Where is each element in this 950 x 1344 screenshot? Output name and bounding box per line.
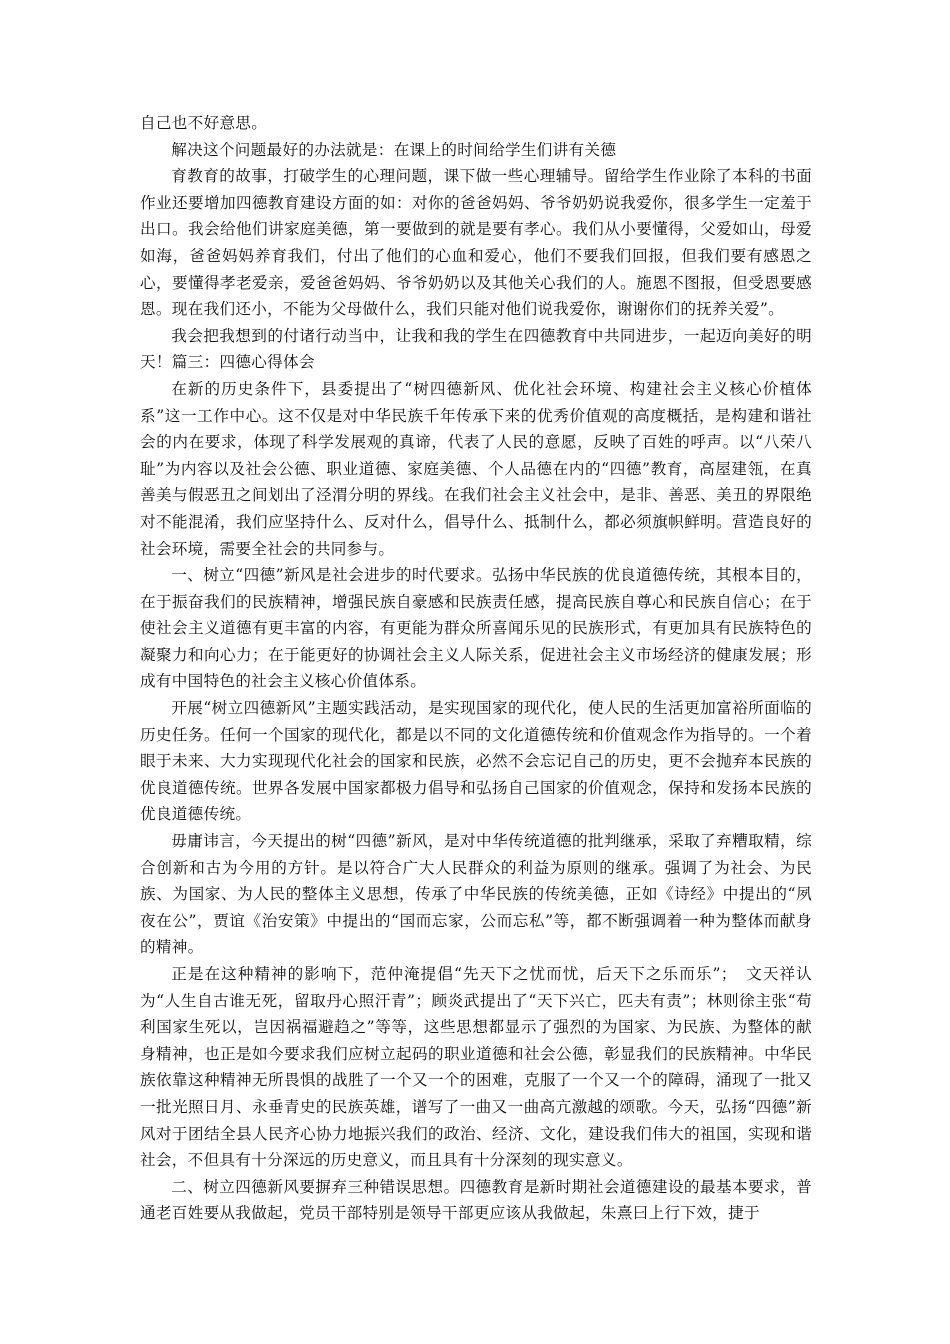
paragraph-10: 二、树立四德新风要摒弃三种错误思想。四德教育是新时期社会道德建设的最基本要求，普通老百姓要从我做起，党员干部特别是领导干部更应该从我做起，朱熹曰上行下效，捷于 xyxy=(140,1177,812,1223)
paragraph-3: 育教育的故事，打破学生的心理问题，课下做一些心理辅导。留给学生作业除了本科的书面作业还要增加四德教育建设方面的如：对你的爸爸妈妈、爷爷奶奶说我爱你，很多学生一定羞于出口。我会给他们讲家庭美德，第一要做到的就是要有孝心。我们从小要懂得，父爱如山，母爱如海，爸爸妈妈养育我们，付出了他们的心血和爱心，他们不要我们回报，但我们要有感恩之心，要懂得孝老爱亲，爱爸爸妈妈、爷爷奶奶以及其他关心我们的人。施恩不图报，但受恩要感恩。现在我们还小，不能为父母做什么，我们只能对他们说我爱你，谢谢你们的抚养关爱”。 xyxy=(140,167,812,319)
paragraph-5: 在新的历史条件下，县委提出了“树四德新风、优化社会环境、构建社会主义核心价植体系”这一工作中心。这不仅是对中华民族千年传承下来的优秀价值观的高度概括，是构建和谐社会的内在要求，体现了科学发展观的真谛，代表了人民的意愿，反映了百姓的呼声。以“八荣八耻”为内容以及社会公德、职业道德、家庭美德、个人品德在内的“四德”教育，高屋建瓴，在真善美与假恶丑之间划出了泾渭分明的界线。在我们社会主义社会中，是非、善恶、美丑的界限绝对不能混淆，我们应坚持什么、反对什么，倡导什么、抵制什么，都必须旗帜鲜明。营造良好的社会环境，需要全社会的共同参与。 xyxy=(140,379,812,558)
paragraph-1: 自己也不好意思。 xyxy=(140,114,268,132)
paragraph-7: 开展“树立四德新风”主题实践活动，是实现国家的现代化，使人民的生活更加富裕所面临的历史任务。任何一个国家的现代化，都是以不同的文化道德传统和价值观念作为指导的。一个着眼于未来、大力实现现代化社会的国家和民族，必然不会忘记自己的历史，更不会抛弃本民族的优良道德传统。世界各发展中国家都极力倡导和弘扬自己国家的价值观念，保持和发扬本民族的优良道德传统。 xyxy=(140,699,812,824)
paragraph-2: 解决这个问题最好的办法就是：在课上的时间给学生们讲有关德 xyxy=(171,140,617,159)
paragraph-8: 毋庸讳言，今天提出的树“四德”新风，是对中华传统道德的批判继承，采取了弃糟取精，综合创新和古为今用的方针。是以符合广大人民群众的利益为原则的继承。强调了为社会、为民族、为国家、为人民的整体主义思想，传承了中华民族的传统美德，正如《诗经》中提出的“夙夜在公”，贾谊《治安策》中提出的“国而忘家，公而忘私”等，都不断强调着一种为整体而献身的精神。 xyxy=(140,832,812,957)
document-body xyxy=(140,110,812,1227)
paragraph-9: 正是在这种精神的影响下，范仲淹提倡“先天下之忧而忧，后天下之乐而乐”； 文天祥认为“人生自古谁无死，留取丹心照汗青”；顾炎武提出了“天下兴亡，匹夫有责”；林则徐主张“苟利国家生死以，岂因祸福避趋之”等等，这些思想都显示了强烈的为国家、为民族、为整体的献身精神，也正是如今要求我们应树立起码的职业道德和社会公德，彰显我们的民族精神。中华民族依靠这种精神无所畏惧的战胜了一个又一个的困难，克服了一个又一个的障碍，涌现了一批又一批光照日月、永垂青史的民族英雄，谱写了一曲又一曲高亢激越的颂歌。今天，弘扬“四德”新风对于团结全县人民齐心协力地振兴我们的政治、经济、文化，建设我们伟大的祖国，实现和谐社会，不但具有十分深远的历史意义，而且具有十分深刻的现实意义。 xyxy=(140,965,812,1170)
paragraph-4: 我会把我想到的付诸行动当中，让我和我的学生在四德教育中共同进步，一起迈向美好的明天！篇三：四德心得体会 xyxy=(140,326,812,372)
paragraph-6: 一、树立“四德”新风是社会进步的时代要求。弘扬中华民族的优良道德传统，其根本目的，在于振奋我们的民族精神，增强民族自豪感和民族责任感，提高民族自尊心和民族自信心；在于使社会主义道德有更丰富的内容，有更能为群众所喜闻乐见的民族形式，有更加具有民族特色的凝聚力和向心力；在于能更好的协调社会主义人际关系，促进社会主义市场经济的健康发展；形成有中国特色的社会主义核心价值体系。 xyxy=(140,566,812,691)
